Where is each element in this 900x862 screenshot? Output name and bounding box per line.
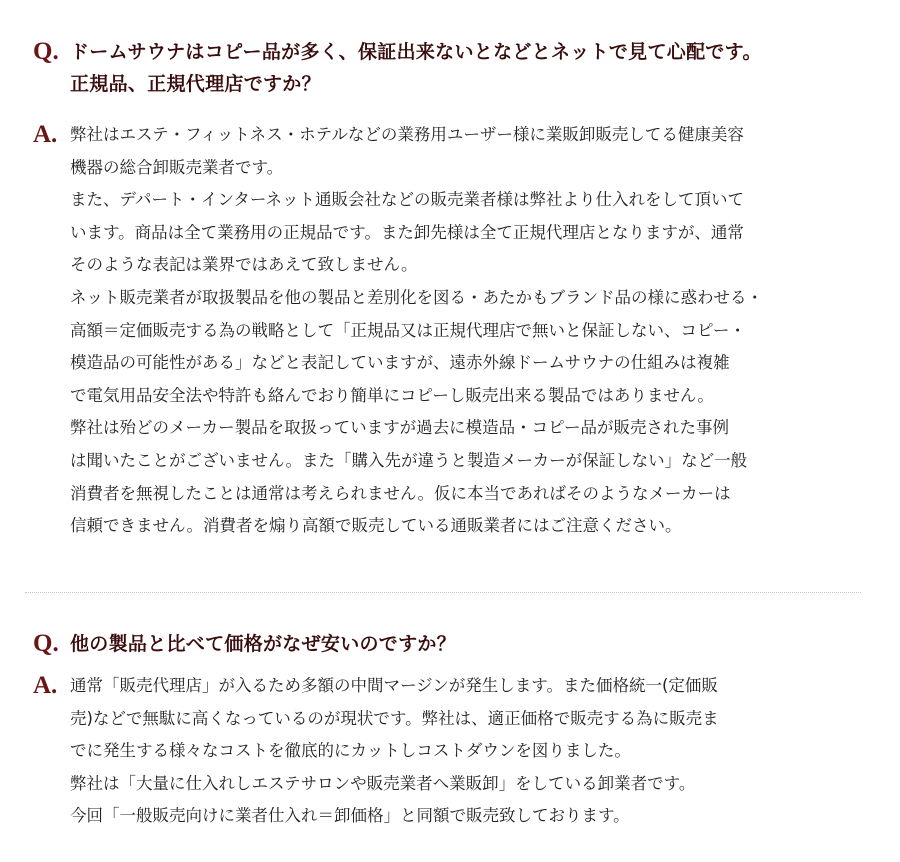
answer-text-line: そのような表記は業界ではあえて致しません。 — [70, 255, 418, 275]
answer-text-line: また、デパート・インターネット通販会社などの販売業者様は弊社より仕入れをして頂いて — [70, 190, 745, 210]
question-1 — [33, 36, 873, 100]
section-divider — [25, 592, 861, 593]
answer-text-line: は聞いたことがございません。また「購入先が違うと製造メーカーが保証しない」など一般 — [70, 450, 748, 470]
answer-text-line: 売)などで無駄に高くなっているのが現状です。弊社は、適正価格で販売する為に販売ま — [70, 708, 719, 728]
answer-1 — [33, 119, 873, 543]
answer-text-line: います。商品は全て業務用の正規品です。また卸先様は全て正規代理店となりますが、通常 — [70, 222, 744, 242]
answer-text-line: 模造品の可能性がある」などと表記していますが、遠赤外線ドームサウナの仕組みは複雑 — [70, 353, 730, 373]
question-mark: Q. — [33, 38, 59, 65]
answer-text-line: 信頼できません。消費者を煽り高額で販売している通販業者にはご注意ください。 — [70, 516, 682, 536]
answer-text-line: で電気用品安全法や特許も絡んでおり簡単にコピーし販売出来る製品ではありません。 — [70, 385, 714, 405]
answer-text-line: 弊社は殆どのメーカー製品を取扱っていますが過去に模造品・コピー品が販売された事例 — [70, 418, 730, 438]
faq-item-1 — [33, 36, 873, 543]
answer-2 — [33, 670, 873, 833]
answer-mark: A. — [33, 672, 58, 699]
faq-item-2 — [33, 628, 873, 833]
answer-text-line: 機器の総合卸販売業者です。 — [70, 157, 284, 177]
question-mark: Q. — [33, 630, 59, 657]
question-text-line: 正規品、正規代理店ですか？ — [70, 73, 321, 95]
answer-text-line: 通常「販売代理店」が入るため多額の中間マージンが発生します。また価格統一(定価販 — [70, 676, 718, 695]
question-text-line: 他の製品と比べて価格がなぜ安いのですか？ — [70, 633, 457, 655]
answer-text-line: 弊社は「大量に仕入れしエステサロンや販売業者へ業販卸」をしている卸業者です。 — [70, 773, 696, 793]
question-text-line: ドームサウナはコピー品が多く、保証出来ないとなどとネットで見て心配です。 — [70, 41, 762, 63]
answer-mark: A. — [33, 121, 58, 148]
answer-text-line: 消費者を無視したことは通常は考えられません。仮に本当であればそのようなメーカーは — [70, 483, 731, 503]
question-2 — [33, 628, 873, 660]
answer-text-line: 今回「一般販売向けに業者仕入れ＝卸価格」と同額で販売致しております。 — [70, 806, 630, 826]
answer-text-line: ネット販売業者が取扱製品を他の製品と差別化を図る・あたかもブランド品の様に惑わせる・ — [70, 287, 763, 307]
answer-text-line: でに発生する様々なコストを徹底的にカットしコストダウンを図りました。 — [70, 741, 631, 761]
answer-text-line: 高額＝定価販売する為の戦略として「正規品又は正規代理店で無いと保証しない、コピー・ — [70, 320, 746, 340]
answer-text-line: 弊社はエステ・フィットネス・ホテルなどの業務用ユーザー様に業販卸販売してる健康美容 — [70, 125, 744, 144]
